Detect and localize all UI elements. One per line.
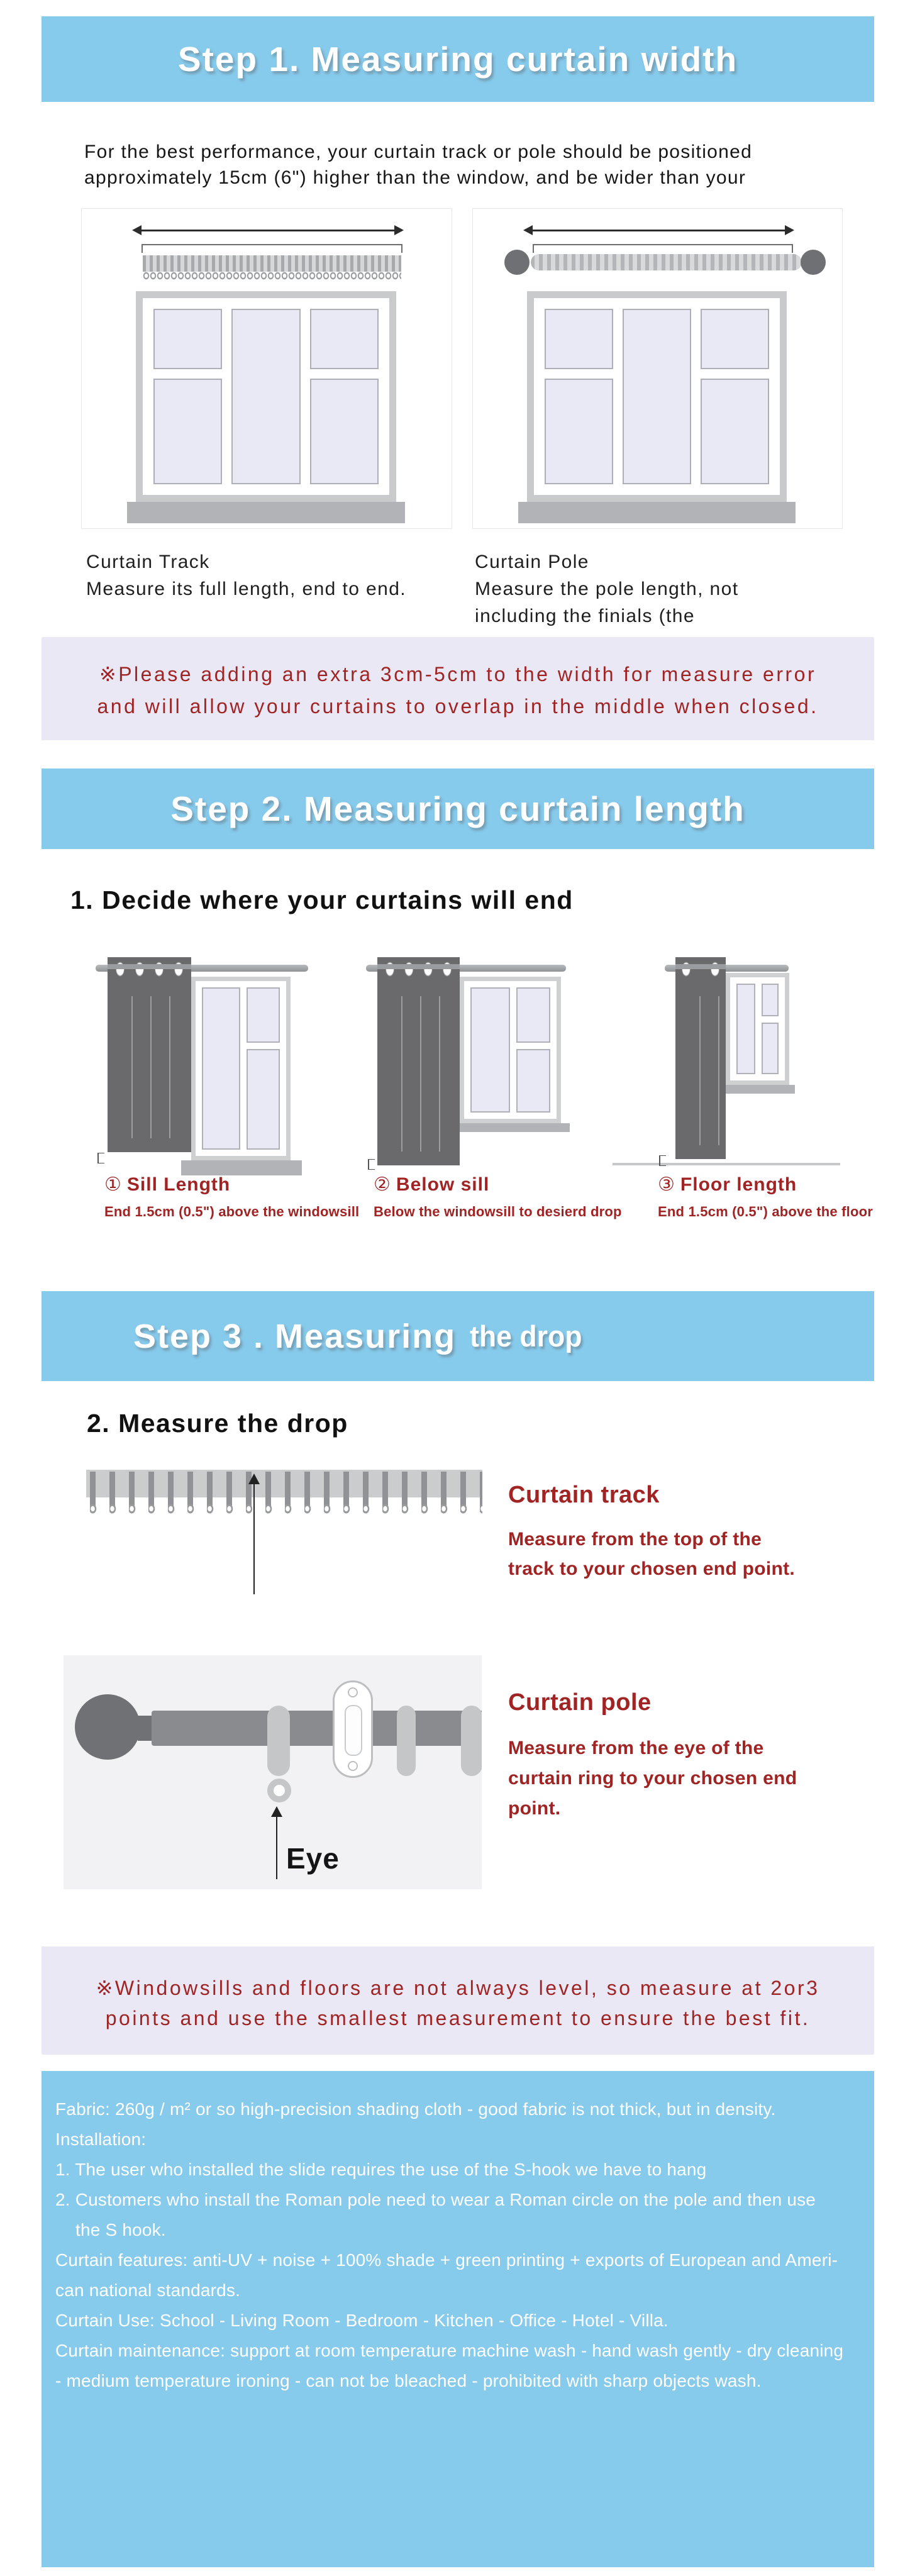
step2-banner-title: Step 2. Measuring curtain length	[170, 789, 745, 828]
pole-finial	[801, 250, 826, 275]
window-pane	[545, 309, 613, 369]
details-line: Curtain features: anti-UV + noise + 100% shade + green printing + exports of European and Ameri-	[55, 2250, 838, 2270]
option-desc: End 1.5cm (0.5") above the floor	[658, 1204, 874, 1219]
width-measure-arrow-icon	[135, 230, 401, 231]
pole-drop-figure	[64, 1655, 482, 1889]
window-pane	[202, 987, 240, 1150]
rod-through-grommets	[675, 964, 726, 969]
pole-drop-line: curtain ring to your chosen end	[508, 1768, 797, 1789]
step3-banner-subtitle: the drop	[470, 1319, 582, 1353]
track-glider-stems	[90, 1472, 482, 1506]
level-note	[42, 1946, 874, 2055]
option-title	[374, 1174, 622, 1196]
windowsill	[450, 1123, 570, 1132]
step3-banner	[42, 1291, 874, 1381]
rod-through-grommets	[108, 964, 191, 969]
option-title-text: Floor length	[680, 1174, 797, 1195]
curtain-folds	[384, 996, 455, 1152]
pole-finial	[504, 250, 530, 275]
window-pane	[516, 987, 550, 1043]
pole-caption-line: Measure the pole length, not	[475, 579, 739, 599]
window-pane	[701, 379, 769, 484]
wall-bracket	[333, 1680, 373, 1778]
window-illustration	[136, 291, 396, 502]
curtain-ring	[397, 1706, 416, 1776]
windowsill	[719, 1085, 795, 1094]
pole-drop-line: Measure from the eye of the	[508, 1738, 764, 1758]
track-drop-line: Measure from the top of the	[508, 1529, 762, 1550]
track-glider-rings	[90, 1504, 482, 1514]
window-frame	[143, 298, 389, 495]
window-pane	[231, 309, 300, 484]
curtain-track-illustration	[143, 255, 401, 272]
pole-bar	[152, 1711, 482, 1746]
bracket-slot	[345, 1705, 362, 1756]
pole-caption	[475, 548, 738, 630]
window-frame	[464, 981, 557, 1119]
small-window	[460, 977, 561, 1123]
window-pane	[310, 309, 379, 369]
window-illustration	[527, 291, 787, 502]
track-caption	[86, 548, 406, 602]
window-pane	[516, 1049, 550, 1113]
ring-eye	[267, 1779, 291, 1802]
details-line: the S hook.	[75, 2220, 166, 2240]
step2-banner	[42, 769, 874, 849]
length-option-sill	[104, 1174, 359, 1220]
drop-measure-arrow-icon	[248, 1474, 261, 1594]
circled-number: ②	[374, 1174, 391, 1195]
pole-drop-body	[508, 1733, 797, 1824]
track-hook-rings	[143, 272, 401, 280]
details-line: 2. Customers who install the Roman pole need to wear a Roman circle on the pole and then use	[55, 2190, 816, 2209]
curtain-below-sill	[377, 957, 460, 1165]
window-pane	[310, 379, 379, 484]
window-pane	[762, 1023, 779, 1074]
bracket-screw	[348, 1687, 358, 1697]
pole-drop-line: point.	[508, 1798, 561, 1819]
window-pane	[153, 379, 222, 484]
circled-number: ③	[658, 1174, 675, 1195]
windowsill	[518, 502, 796, 523]
track-drop-body	[508, 1524, 795, 1584]
small-window	[726, 973, 789, 1085]
step1-intro-line: For the best performance, your curtain track or pole should be positioned	[84, 142, 753, 162]
step2-heading: 1. Decide where your curtains will end	[70, 886, 574, 914]
details-line: Installation:	[55, 2129, 147, 2149]
window-pane	[736, 984, 755, 1074]
window-frame	[196, 981, 286, 1156]
eye-label: Eye	[286, 1842, 340, 1875]
circled-number: ①	[104, 1174, 122, 1195]
window-pane	[247, 987, 280, 1043]
option-title	[658, 1174, 873, 1196]
length-option-floor	[658, 1174, 873, 1220]
window-pane	[470, 987, 510, 1113]
window-track-figure	[81, 208, 452, 529]
details-line: Curtain Use: School - Living Room - Bedroom - Kitchen - Office - Hotel - Villa.	[55, 2311, 669, 2330]
rod-through-grommets	[377, 964, 460, 969]
bracket-screw	[348, 1761, 358, 1771]
width-note-line: ※Please adding an extra 3cm-5cm to the width for measure error	[99, 663, 817, 686]
option-title-text: Below sill	[396, 1174, 490, 1195]
window-pane	[623, 309, 691, 484]
step1-banner-title: Step 1. Measuring curtain width	[177, 40, 738, 79]
track-caption-line: Measure its full length, end to end.	[86, 579, 407, 599]
window-pane	[762, 984, 779, 1016]
curtain-folds	[114, 996, 186, 1138]
curtain-grommets	[679, 961, 723, 977]
arrow-line	[276, 1814, 277, 1879]
step3-heading: 2. Measure the drop	[87, 1409, 348, 1438]
pole-finial	[75, 1694, 140, 1760]
pole-caption-title: Curtain Pole	[475, 552, 589, 572]
track-drop-line: track to your chosen end point.	[508, 1558, 796, 1579]
end-point-mark	[97, 1153, 104, 1163]
curtain-ring	[267, 1706, 290, 1776]
width-note-line: and will allow your curtains to overlap in the middle when closed.	[97, 695, 819, 718]
details-line: Fabric: 260g / m² or so high-precision shading cloth - good fabric is not thick, but in density.	[55, 2099, 776, 2119]
curtain-ring	[461, 1706, 482, 1776]
end-point-mark	[659, 1155, 666, 1166]
width-measure-arrow-icon	[526, 230, 792, 231]
details-line: can national standards.	[55, 2280, 241, 2300]
details-line: - medium temperature ironing - can not be bleached - prohibited with sharp objects wash.	[55, 2371, 762, 2390]
curtain-grommets	[380, 961, 457, 977]
level-note-line: points and use the smallest measurement to ensure the best fit.	[105, 2007, 811, 2029]
arrow-line	[253, 1481, 255, 1594]
option-desc: End 1.5cm (0.5") above the windowsill	[104, 1204, 360, 1219]
curtain-grommets	[111, 961, 188, 977]
width-bracket	[533, 244, 793, 253]
step3-banner-title: Step 3 . Measuring	[133, 1317, 457, 1355]
window-pole-figure	[472, 208, 843, 529]
small-window	[191, 977, 291, 1160]
window-pane	[247, 1049, 280, 1150]
option-desc: Below the windowsill to desierd drop	[374, 1204, 622, 1219]
eye-pointer-arrow-icon	[271, 1806, 284, 1879]
window-pane	[545, 379, 613, 484]
curtain-sill-length	[108, 957, 191, 1152]
details-line: Curtain maintenance: support at room temperature machine wash - hand wash gently - dry cleaning	[55, 2341, 844, 2360]
product-details-panel	[42, 2071, 874, 2567]
window-frame	[730, 977, 785, 1080]
option-title-text: Sill Length	[126, 1174, 231, 1195]
window-pane	[153, 309, 222, 369]
end-point-mark	[368, 1159, 375, 1170]
window-pane	[701, 309, 769, 369]
length-option-below-sill	[374, 1174, 622, 1220]
width-bracket	[141, 244, 402, 253]
width-note	[42, 637, 874, 740]
track-drop-title: Curtain track	[508, 1482, 660, 1508]
curtain-pole-illustration	[531, 254, 802, 270]
track-caption-title: Curtain Track	[86, 552, 210, 572]
step1-intro-line: approximately 15cm (6") higher than the window, and be wider than your	[84, 167, 746, 188]
pole-drop-title: Curtain pole	[508, 1689, 652, 1716]
pole-caption-line: including the finials (the	[475, 606, 695, 626]
window-frame	[534, 298, 780, 495]
details-line: 1. The user who installed the slide requires the use of the S-hook we have to hang	[55, 2160, 707, 2179]
step1-intro	[84, 139, 752, 191]
option-title	[104, 1174, 359, 1196]
track-drop-figure	[86, 1470, 482, 1515]
level-note-line: ※Windowsills and floors are not always level, so measure at 2or3	[96, 1977, 820, 1999]
floor-line	[613, 1163, 840, 1165]
curtain-floor-length	[675, 957, 726, 1159]
step1-banner	[42, 16, 874, 102]
windowsill	[127, 502, 405, 523]
curtain-folds	[682, 996, 721, 1145]
